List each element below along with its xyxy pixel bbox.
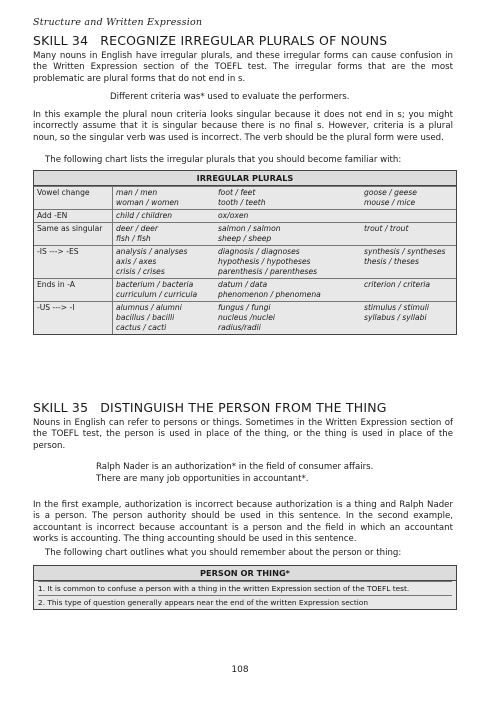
row-label: -IS ---> -ES [34, 246, 113, 279]
skill35-intro: Nouns in English can refer to persons or things. Sometimes in the Written Expression section of the TOEFL test, the person is used in place of the thing, or the thing is used in place of the person. [33, 418, 453, 451]
plural-cell: salmon / salmon sheep / sheep [215, 223, 361, 246]
table-row [34, 279, 456, 302]
skill35-heading [33, 400, 387, 415]
plural-cell: goose / geese mouse / mice [361, 187, 456, 210]
skill35-chart-lead: The following chart outlines what you should remember about the person or thing: [45, 548, 402, 558]
plural-cell: bacterium / bacteria curriculum / curricula [113, 279, 216, 302]
page-number: 108 [231, 665, 249, 675]
person-thing-chart [33, 565, 457, 610]
irregular-plurals-title: IRREGULAR PLURALS [34, 171, 456, 186]
plural-cell: man / men woman / women [113, 187, 216, 210]
plural-cell: fungus / fungi nucleus /nuclei radius/radii [215, 302, 361, 335]
skill35-number: SKILL 35 [33, 400, 89, 415]
person-thing-item-1: 1. It is common to confuse a person with a thing in the written Expression section of the TOEFL test. [38, 581, 452, 595]
skill34-number: SKILL 34 [33, 33, 89, 48]
table-row [34, 302, 456, 335]
skill34-title: RECOGNIZE IRREGULAR PLURALS OF NOUNS [100, 33, 388, 48]
irregular-plurals-table [34, 186, 456, 334]
row-label: Ends in -A [34, 279, 113, 302]
plural-cell: trout / trout [361, 223, 456, 246]
plural-cell: foot / feet tooth / teeth [215, 187, 361, 210]
person-thing-title: PERSON OR THING* [34, 566, 456, 581]
running-head: Structure and Written Expression [33, 17, 203, 28]
skill35-explanation: In the first example, authorization is incorrect because authorization is a thing and Ralph Nader is a person. The person authority should be used in this sentence. In the second example, accountant is incorrect because accountant is a person and the field in which an accountant works is accounting. The thing accounting should be used in this sentence. [33, 500, 453, 545]
row-label: Same as singular [34, 223, 113, 246]
table-row [34, 210, 456, 223]
plural-cell: criterion / criteria [361, 279, 456, 302]
plural-cell: diagnosis / diagnoses hypothesis / hypotheses parenthesis / parentheses [215, 246, 361, 279]
irregular-plurals-chart [33, 170, 457, 335]
plural-cell: child / children [113, 210, 216, 223]
plural-cell [361, 210, 456, 223]
skill35-title: DISTINGUISH THE PERSON FROM THE THING [100, 400, 387, 415]
skill34-intro: Many nouns in English have irregular plurals, and these irregular forms can cause confusion in the Written Expression section of the TOEFL test. The irregular forms that are the most problematic are plural forms that do not end in s. [33, 51, 453, 84]
plural-cell: alumnus / alumni bacillus / bacilli cactus / cacti [113, 302, 216, 335]
plural-cell: datum / data phenomenon / phenomena [215, 279, 361, 302]
skill35-example1: Ralph Nader is an authorization* in the field of consumer affairs. [96, 462, 374, 472]
table-row [34, 223, 456, 246]
skill34-example: Different criteria was* used to evaluate the performers. [110, 92, 350, 102]
person-thing-item-2: 2. This type of question generally appears near the end of the written Expression section [38, 595, 452, 609]
plural-cell: ox/oxen [215, 210, 361, 223]
skill35-example2: There are many job opportunities in accountant*. [96, 474, 309, 484]
row-label: -US ---> -I [34, 302, 113, 335]
plural-cell: stimulus / stimuli syllabus / syllabi [361, 302, 456, 335]
skill34-explanation: In this example the plural noun criteria looks singular because it does not end in s; you might incorrectly assume that it is singular because there is no final s. However, criteria is a plural noun, so the singular verb was used is incorrect. The verb should be the plural form were used. [33, 110, 453, 143]
row-label: Add -EN [34, 210, 113, 223]
table-row [34, 187, 456, 210]
skill34-heading [33, 33, 387, 48]
skill34-chart-lead: The following chart lists the irregular plurals that you should become familiar with: [45, 155, 402, 165]
plural-cell: synthesis / syntheses thesis / theses [361, 246, 456, 279]
plural-cell: analysis / analyses axis / axes crisis / crises [113, 246, 216, 279]
plural-cell: deer / deer fish / fish [113, 223, 216, 246]
table-row [34, 246, 456, 279]
row-label: Vowel change [34, 187, 113, 210]
